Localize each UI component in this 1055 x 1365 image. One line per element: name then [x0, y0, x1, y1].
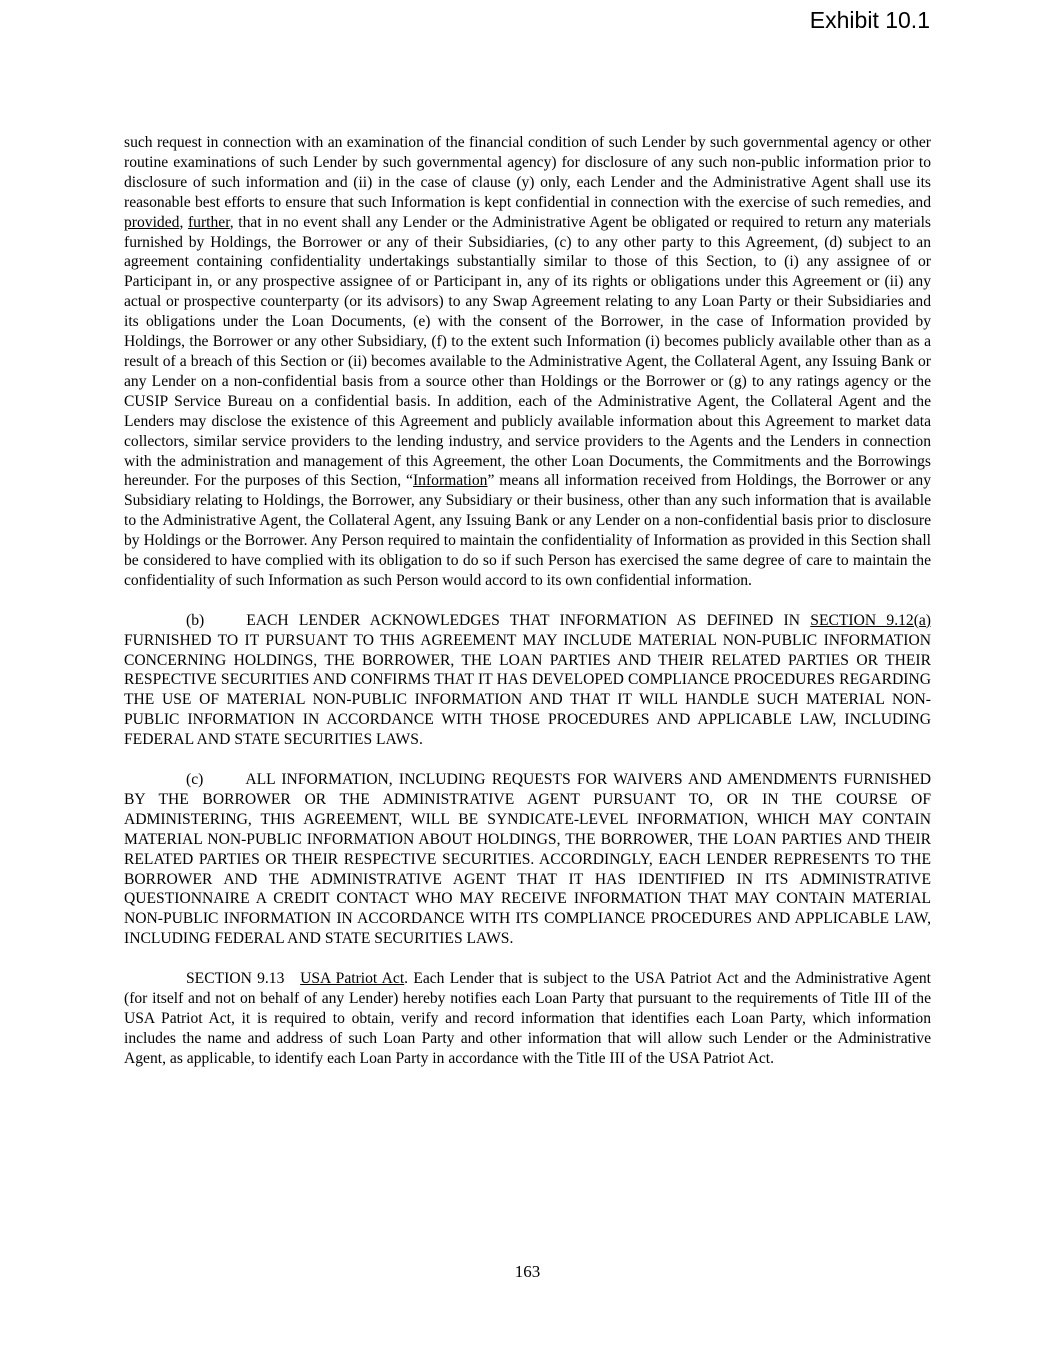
section-9-13-text: . Each Lender that is subject to the USA Patriot Act and the Administrative Agent (for itself and not on behalf of any Lender) hereby notifies each Loan Party that pursuant to the requirements of Title III of the USA Patriot Act, it is required to obtain, verify and record information that identifies each Loan Party, which information includes the name and address of such Loan Party and other information that will allow such Lender or the Administrative Agent, as applicable, to identify each Loan Party in accordance with the Title III of the USA Patriot Act. — [124, 970, 931, 1067]
paragraph-b-text-2: FURNISHED TO IT PURSUANT TO THIS AGREEMENT MAY INCLUDE MATERIAL NON-PUBLIC INFORMATION CONCERNING HOLDINGS, THE BORROWER, THE LOAN PARTIES AND THEIR RELATED PARTIES OR THEIR RESPECTIVE SECURITIES AND CONFIRMS THAT IT HAS DEVELOPED COMPLIANCE PROCEDURES REGARDING THE USE OF MATERIAL NON-PUBLIC INFORMATION AND THAT IT WILL HANDLE SUCH MATERIAL NON-PUBLIC INFORMATION IN ACCORDANCE WITH THOSE PROCEDURES AND APPLICABLE LAW, INCLUDING FEDERAL AND STATE SECURITIES LAWS. — [124, 631, 931, 749]
section-9-13 — [124, 969, 931, 1069]
term-further: further — [187, 213, 230, 231]
paragraph-c — [124, 770, 931, 949]
paragraph-c-label: (c) — [186, 770, 204, 788]
paragraph-b-text-1: EACH LENDER ACKNOWLEDGES THAT INFORMATION AS DEFINED IN — [246, 611, 801, 629]
exhibit-label: Exhibit 10.1 — [809, 7, 930, 33]
paragraph-c-text: ALL INFORMATION, INCLUDING REQUESTS FOR WAIVERS AND AMENDMENTS FURNISHED BY THE BORROWER OR THE ADMINISTRATIVE AGENT PURSUANT TO, OR IN THE COURSE OF ADMINISTERING, THIS AGREEMENT, WILL BE SYNDICATE-LEVEL INFORMATION, WHICH MAY CONTAIN MATERIAL NON-PUBLIC INFORMATION ABOUT HOLDINGS, THE BORROWER, THE LOAN PARTIES AND THEIR RELATED PARTIES OR THEIR RESPECTIVE SECURITIES. ACCORDINGLY, EACH LENDER REPRESENTS TO THE BORROWER AND THE ADMINISTRATIVE AGENT THAT IT HAS IDENTIFIED IN ITS ADMINISTRATIVE QUESTIONNAIRE A CREDIT CONTACT WHO MAY RECEIVE INFORMATION THAT MAY CONTAIN MATERIAL NON-PUBLIC INFORMATION IN ACCORDANCE WITH ITS COMPLIANCE PROCEDURES AND APPLICABLE LAW, INCLUDING FEDERAL AND STATE SECURITIES LAWS. — [124, 770, 931, 948]
paragraph-b — [124, 611, 931, 750]
section-number: SECTION 9.13 — [186, 970, 285, 988]
term-provided: provided — [124, 213, 180, 231]
document-body — [124, 133, 931, 1088]
paragraph-a-text-1: such request in connection with an examination of the financial condition of such Lender by such governmental agency or other routine examinations of such Lender by such governmental agency) for disclosure of any such non-public information prior to disclosure of such information and (ii) in the case of clause (y) only, each Lender and the Administrative Agent shall use its reasonable best efforts to ensure that such Information is kept confidential in connection with the exercise of such remedies, and — [124, 134, 931, 211]
paragraph-b-label: (b) — [186, 611, 205, 629]
term-information: Information — [412, 472, 488, 490]
page-number: 163 — [514, 1262, 541, 1281]
section-reference-link: SECTION 9.12(a) — [810, 611, 931, 629]
paragraph-a-text-3: ” means all information received from Holdings, the Borrower or any Subsidiary relating to Holdings, the Borrower, any Subsidiary or their business, other than any such information that is available to the Administrative Agent, the Collateral Agent, any Issuing Bank or any Lender on a non-confidential basis prior to disclosure by Holdings or the Borrower. Any Person required to maintain the confidentiality of Information as provided in this Section shall be considered to have complied with its obligation to do so if such Person has exercised the same degree of care to maintain the confidentiality of such Information as such Person would accord to its own confidential information. — [124, 472, 931, 589]
paragraph-confidentiality-continued — [124, 133, 931, 591]
section-title: USA Patriot Act — [300, 970, 405, 988]
paragraph-a-comma: , — [179, 213, 184, 231]
paragraph-a-text-2: , that in no event shall any Lender or the Administrative Agent be obligated or required to return any materials furnished by Holdings, the Borrower or any of their Subsidiaries, (c) to any other party to this Agreement, (d) subject to an agreement containing confidentiality undertakings substantially similar to those of this Section, to (i) any assignee of or Participant in, or any prospective assignee of or Participant in, any of its rights or obligations under this Agreement or (ii) any actual or prospective counterparty (or its advisors) to any Swap Agreement relating to any Loan Party or their Subsidiaries and its obligations under the Loan Documents, (e) with the consent of the Borrower, in the case of Information provided by Holdings, the Borrower or any other Subsidiary, (f) to the extent such Information (i) becomes publicly available other than as a result of a breach of this Section or (ii) becomes available to the Administrative Agent, the Collateral Agent, any Issuing Bank or any Lender on a non-confidential basis from a source other than Holdings or the Borrower or (g) to any ratings agency or the CUSIP Service Bureau on a confidential basis. In addition, each of the Administrative Agent, the Collateral Agent and the Lenders may disclose the existence of this Agreement and publicly available information about this Agreement to market data collectors, similar service providers to the lending industry, and service providers to the Agents and the Lenders in connection with the administration and management of this Agreement, the other Loan Documents, the Commitments and the Borrowings hereunder. For the purposes of this Section, “ — [124, 213, 932, 490]
